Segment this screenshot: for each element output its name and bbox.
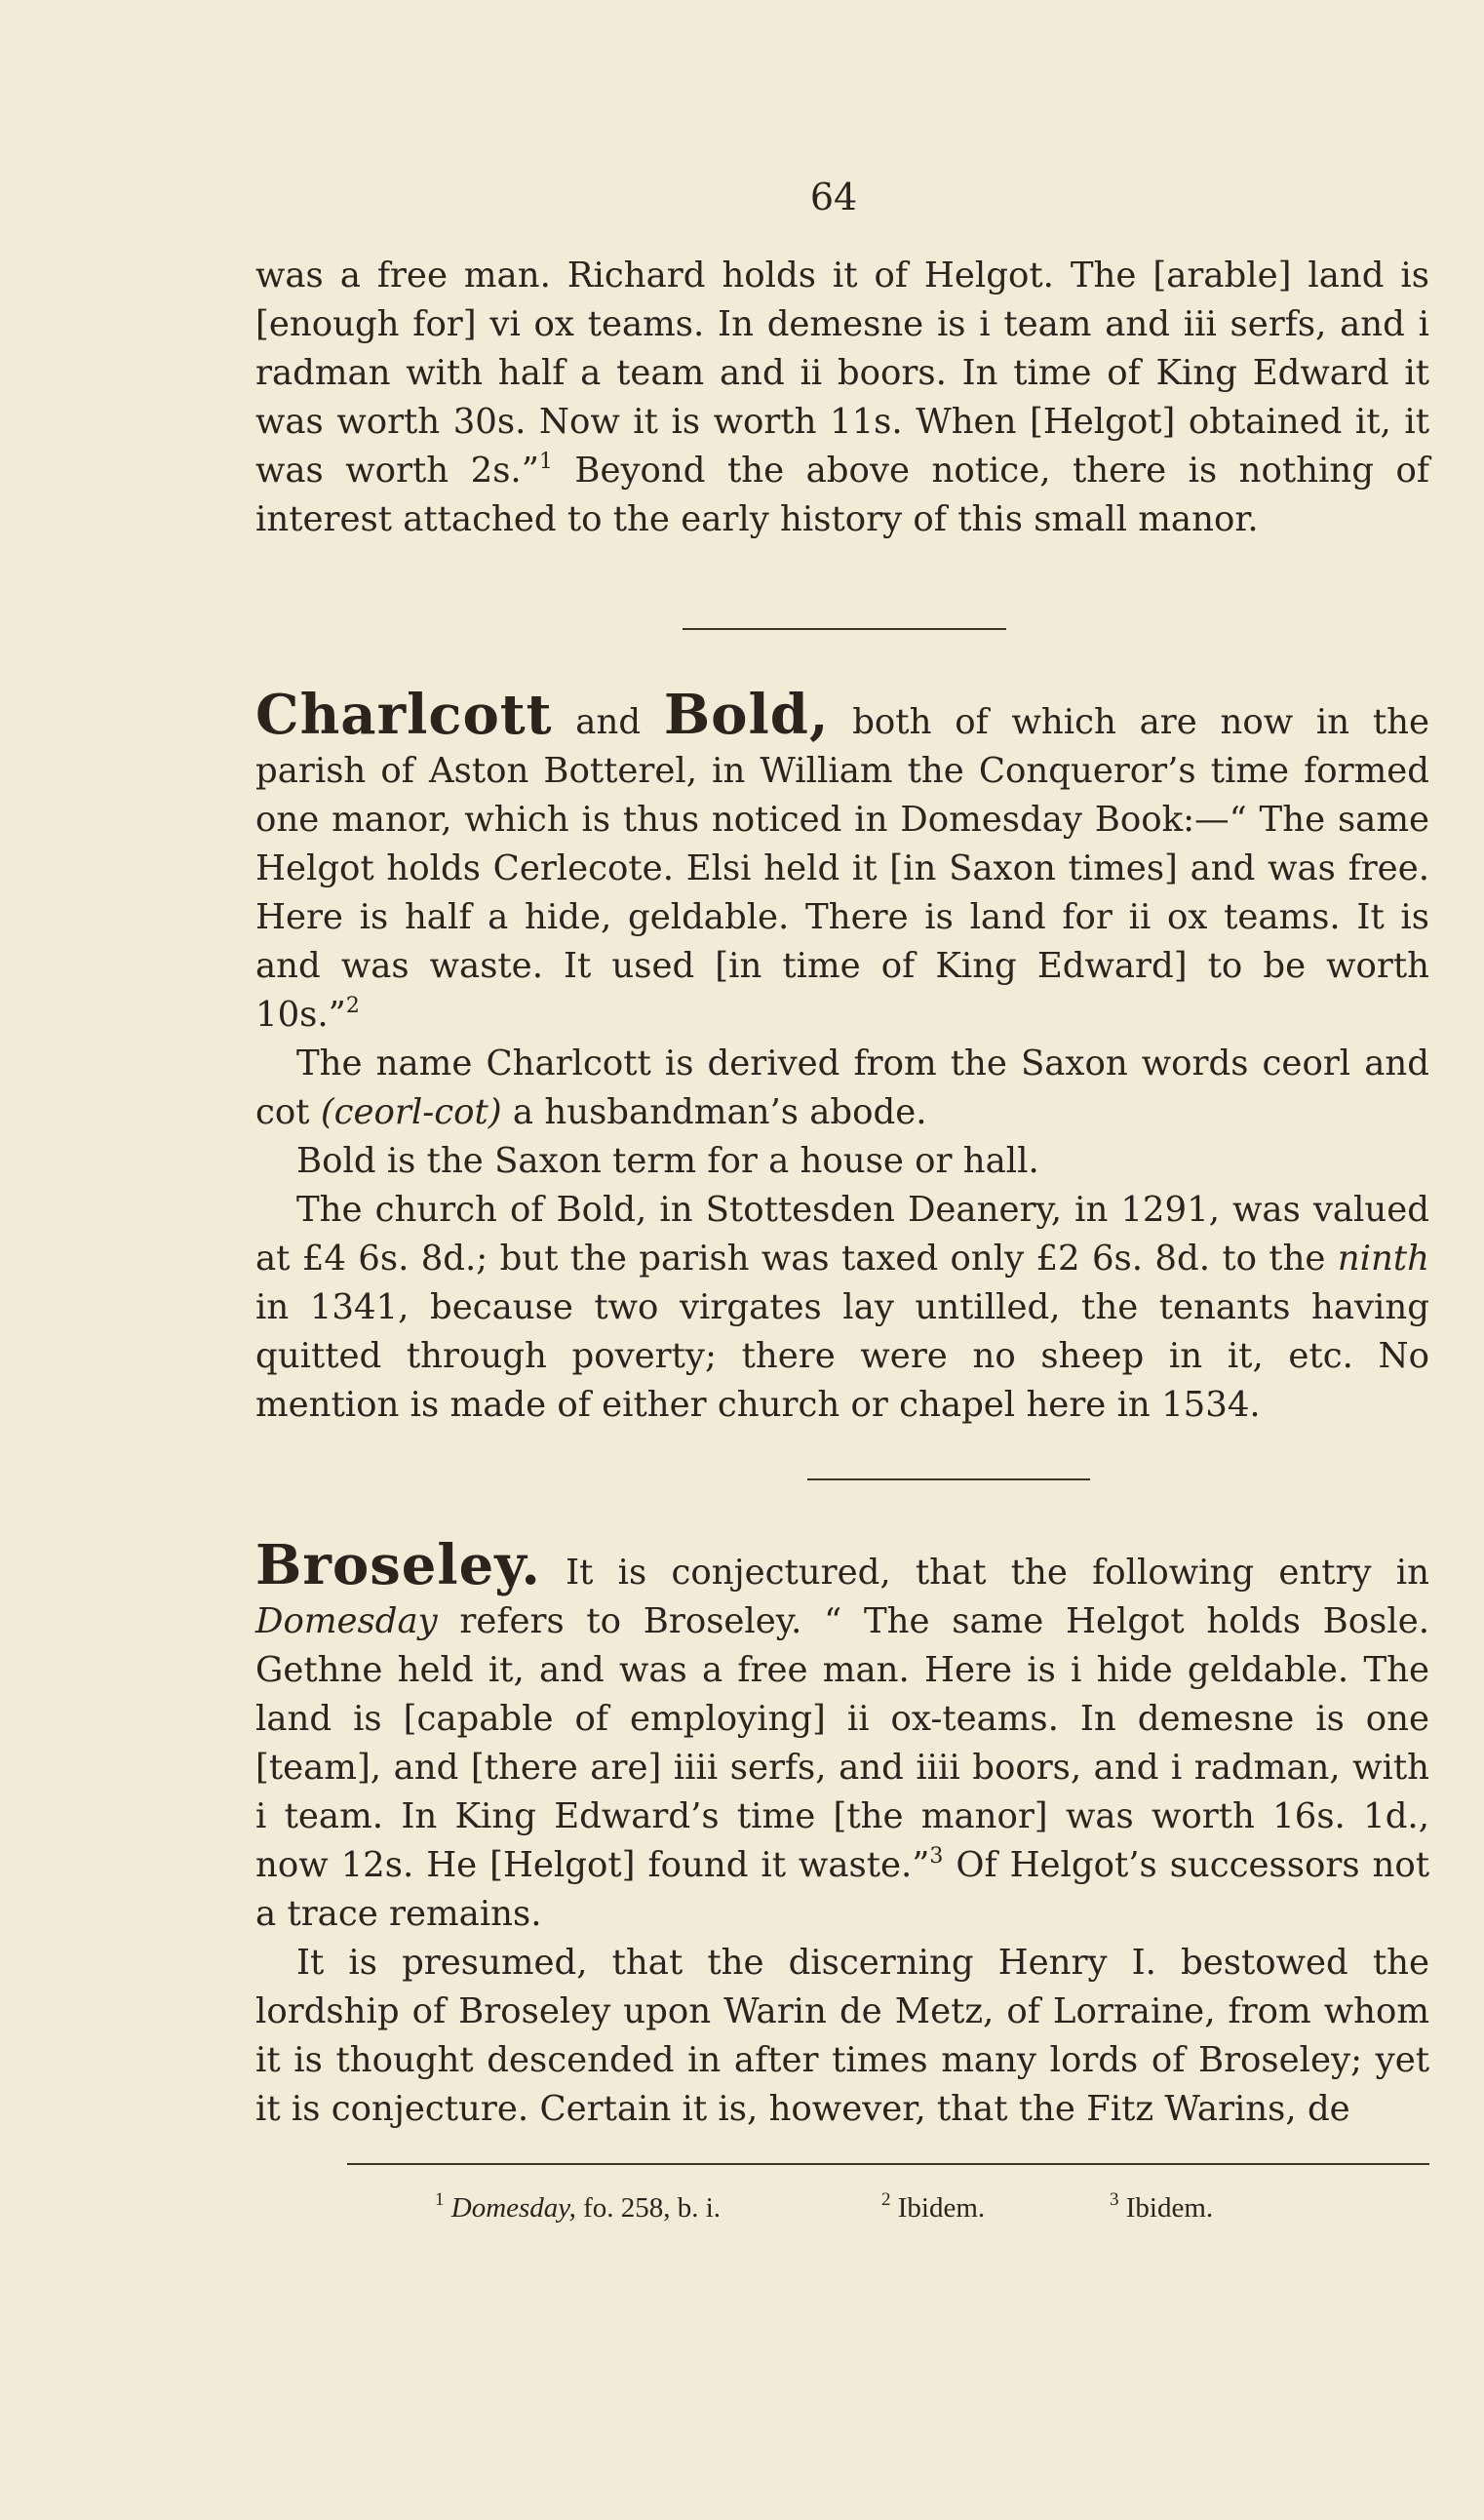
broseley-p1-c: Of Helgot’s successors not a trace remains. xyxy=(255,1845,1430,1934)
page-number: 64 xyxy=(809,176,858,218)
broseley-p1-a: It is conjectured, that the following entry in xyxy=(540,1553,1429,1593)
footnote-1-em: Domesday, xyxy=(450,2192,576,2224)
charlcott-p1: both of which are now in the parish of Aston Botterel, in William the Conqueror’s time formed one manor, which is thus noticed in Domesday Book:—“ The same Helgot holds Cerlecote. Elsi held it [in Saxon times] and was free. Here is half a hide, geldable. There is land for ii ox teams. It is and was waste. It used [in time of King Edward] to be worth 10s.” xyxy=(255,702,1430,1035)
broseley-p2: It is presumed, that the discerning Henry I. bestowed the lordship of Broseley upon Warin de Metz, of Lorraine, from whom it is thought descended in after times many lords of Broseley; yet it is conjecture. Certain it is, however, that the Fitz Warins, de xyxy=(255,1943,1429,2129)
broseley-heading: Broseley. xyxy=(255,1533,541,1597)
footnote-1-num: 1 xyxy=(435,2189,445,2210)
charlcott-p4-em: ninth xyxy=(1337,1239,1429,1279)
charlcott-p4-a: The church of Bold, in Stottesden Deanery, in 1291, was valued at £4 6s. 8d.; but the parish was taxed only £2 6s. 8d. to the xyxy=(255,1190,1429,1279)
footnote-1 xyxy=(435,2189,722,2225)
intro-paragraph xyxy=(255,252,1429,544)
footnote-2-num: 2 xyxy=(881,2189,891,2210)
and-word: and xyxy=(552,702,664,742)
intro-text-2: Beyond the above notice, there is nothing of interest attached to the early history of this small manor. xyxy=(255,451,1429,539)
footnote-ref-1: 1 xyxy=(538,450,553,474)
footnote-ref-2: 2 xyxy=(345,994,360,1018)
footnote-1-text: fo. 258, b. i. xyxy=(575,2192,722,2224)
intro-text-1: was a free man. Richard holds it of Helgot. The [arable] land is [enough for] vi ox teams. In demesne is i team and iii serfs, and i radman with half a team and ii boors. In time of King Edward it was worth 30s. Now it is worth 11s. When [Helgot] obtained it, it was worth 2s.” xyxy=(255,256,1429,491)
footnote-3-text: Ibidem. xyxy=(1118,2192,1214,2224)
footnote-3-num: 3 xyxy=(1110,2189,1119,2210)
charlcott-p2-b: a husbandman’s abode. xyxy=(501,1092,927,1132)
broseley-p1-b: refers to Broseley. “ The same Helgot holds Bosle. Gethne held it, and was a free man. Here is i hide geldable. The land is [capable of employing] ii ox-teams. In demesne is one [team], and [there are] iiii serfs, and iiii boors, and i radman, with i team. In King Edward’s time [the manor] was worth 16s. 1d., now 12s. He [Helgot] found it waste.” xyxy=(255,1601,1429,1885)
section-divider xyxy=(683,628,1006,630)
footnote-3 xyxy=(1110,2189,1214,2225)
bold-heading: Bold, xyxy=(663,683,830,747)
footnote-ref-3: 3 xyxy=(929,1844,944,1869)
charlcott-p4-b: in 1341, because two virgates lay untilled, the tenants having quitted through poverty; there were no sheep in it, etc. No mention is made of either church or chapel here in 1534. xyxy=(255,1287,1429,1425)
charlcott-p2-a: The name Charlcott is derived from the Saxon words ceorl and cot xyxy=(255,1043,1429,1132)
broseley-p1-em: Domesday xyxy=(255,1601,438,1641)
charlcott-section xyxy=(255,683,1430,1430)
broseley-section xyxy=(255,1533,1430,2134)
footnote-rule xyxy=(347,2163,1429,2165)
charlcott-p3: Bold is the Saxon term for a house or hall. xyxy=(296,1141,1039,1181)
charlcott-heading: Charlcott xyxy=(255,683,553,747)
footnote-2-text: Ibidem. xyxy=(890,2192,986,2224)
footnote-2 xyxy=(881,2189,986,2225)
charlcott-p2-em: (ceorl-cot) xyxy=(320,1092,502,1132)
section-divider-2 xyxy=(807,1478,1090,1480)
